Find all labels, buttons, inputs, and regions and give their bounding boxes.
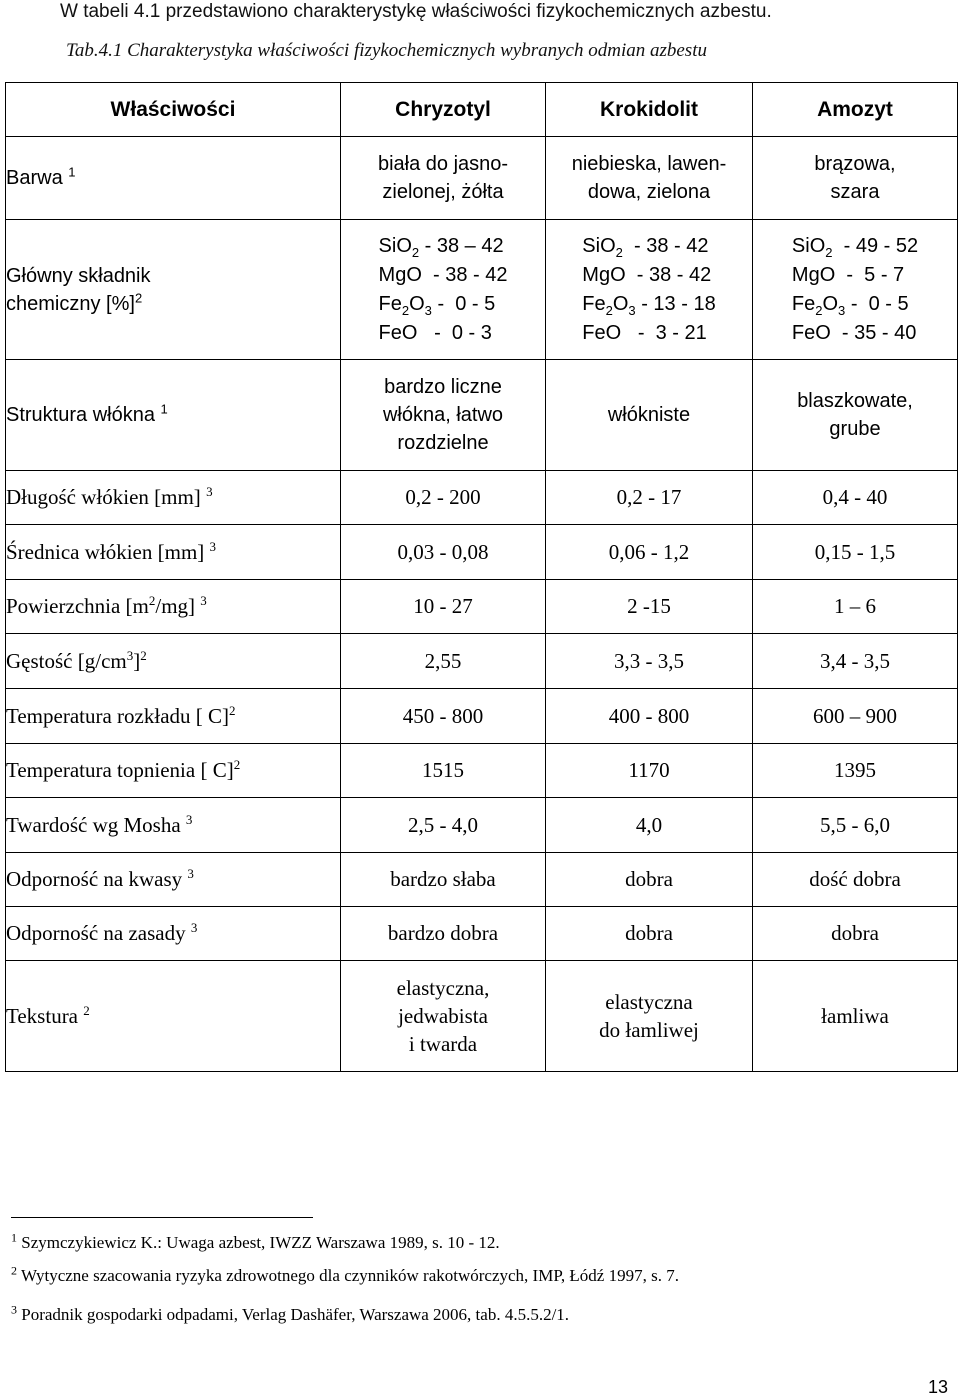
row-label: Twardość wg Mosha $^3$ xyxy=(6,798,341,853)
cell-krokidolit: 0,06 - 1,2 xyxy=(546,525,753,580)
cell-chryzotyl: elastyczna, jedwabista i twarda xyxy=(341,961,546,1072)
cell-chryzotyl: biała do jasno- zielonej, żółta xyxy=(341,137,546,220)
row-zasady xyxy=(6,907,958,961)
table-caption: Tab.4.1 Charakterystyka właściwości fizykochemicznych wybranych odmian azbestu xyxy=(66,40,707,61)
cell-amozyt: blaszkowate, grube xyxy=(753,360,958,471)
cell-chryzotyl: 0,03 - 0,08 xyxy=(341,525,546,580)
cell-amozyt: dość dobra xyxy=(753,853,958,907)
cell-chryzotyl: 1515 xyxy=(341,744,546,798)
cell-krokidolit: niebieska, lawen- dowa, zielona xyxy=(546,137,753,220)
row-label: Gęstość $[g/cm^3]^2$ xyxy=(6,634,341,689)
properties-table xyxy=(5,82,958,1072)
cell-chryzotyl: 2,5 - 4,0 xyxy=(341,798,546,853)
cell-amozyt: SiO$_2$ - 49 - 52 MgO - 5 - 7 $Fe_2O_3 - 0 - 5$ FeO - 35 - 40 xyxy=(753,220,958,360)
cell-amozyt: dobra xyxy=(753,907,958,961)
cell-amozyt: 3,4 - 3,5 xyxy=(753,634,958,689)
header-krokidolit: Krokidolit xyxy=(546,83,753,137)
cell-chryzotyl: bardzo liczne włókna, łatwo rozdzielne xyxy=(341,360,546,471)
row-barwa xyxy=(6,137,958,220)
footnote-1: $^1$ Szymczykiewicz K.: Uwaga azbest, IWZZ Warszawa 1989, s. 10 - 12. xyxy=(11,1230,500,1252)
cell-krokidolit: SiO$_2$ - 38 - 42 MgO - 38 - 42 $Fe_2O_3 - 13 - 18$ FeO - 3 - 21 xyxy=(546,220,753,360)
cell-chryzotyl: bardzo dobra xyxy=(341,907,546,961)
cell-krokidolit: 1170 xyxy=(546,744,753,798)
cell-amozyt: 0,15 - 1,5 xyxy=(753,525,958,580)
row-srednica xyxy=(6,525,958,580)
cell-chryzotyl: SiO$_2$ - 38 – 42 MgO - 38 - 42 $Fe_2O_3 - 0 - 5$ FeO - 0 - 3 xyxy=(341,220,546,360)
cell-krokidolit: 0,2 - 17 xyxy=(546,471,753,525)
row-label: Odporność na kwasy $^3$ xyxy=(6,853,341,907)
cell-amozyt: 1 – 6 xyxy=(753,580,958,634)
header-chryzotyl: Chryzotyl xyxy=(341,83,546,137)
row-label: Temperatura rozkładu [ C]$^2$ xyxy=(6,689,341,744)
cell-krokidolit: 4,0 xyxy=(546,798,753,853)
cell-chryzotyl: 2,55 xyxy=(341,634,546,689)
row-label: Tekstura $^2$ xyxy=(6,961,341,1072)
cell-amozyt: brązowa, szara xyxy=(753,137,958,220)
cell-chryzotyl: 0,2 - 200 xyxy=(341,471,546,525)
row-label: Odporność na zasady $^3$ xyxy=(6,907,341,961)
cell-krokidolit: elastyczna do łamliwej xyxy=(546,961,753,1072)
row-label: Średnica włókien [mm] $^3$ xyxy=(6,525,341,580)
row-label: Barwa $^1$ xyxy=(6,137,341,220)
row-twardosc xyxy=(6,798,958,853)
intro-text: W tabeli 4.1 przedstawiono charakterystykę właściwości fizykochemicznych azbestu. xyxy=(60,1,772,22)
row-label: Długość włókien [mm] $^3$ xyxy=(6,471,341,525)
header-properties: Właściwości xyxy=(6,83,341,137)
cell-amozyt: 0,4 - 40 xyxy=(753,471,958,525)
page-number: 13 xyxy=(927,1377,948,1397)
row-topnienie xyxy=(6,744,958,798)
cell-krokidolit: włókniste xyxy=(546,360,753,471)
footnote-divider xyxy=(11,1217,313,1218)
cell-krokidolit: dobra xyxy=(546,907,753,961)
header-amozyt: Amozyt xyxy=(753,83,958,137)
cell-chryzotyl: bardzo słaba xyxy=(341,853,546,907)
cell-chryzotyl: 10 - 27 xyxy=(341,580,546,634)
cell-amozyt: 1395 xyxy=(753,744,958,798)
cell-krokidolit: 400 - 800 xyxy=(546,689,753,744)
row-struktura xyxy=(6,360,958,471)
row-sklad xyxy=(6,220,958,360)
header-row xyxy=(6,83,958,137)
cell-chryzotyl: 450 - 800 xyxy=(341,689,546,744)
cell-krokidolit: 2 -15 xyxy=(546,580,753,634)
row-label: Powierzchnia $[m^2/mg]$ $^3$ xyxy=(6,580,341,634)
cell-krokidolit: dobra xyxy=(546,853,753,907)
cell-amozyt: 600 – 900 xyxy=(753,689,958,744)
row-powierzchnia xyxy=(6,580,958,634)
row-rozklad xyxy=(6,689,958,744)
cell-krokidolit: 3,3 - 3,5 xyxy=(546,634,753,689)
row-label: Temperatura topnienia [ C]$^2$ xyxy=(6,744,341,798)
footnote-2: $^2$ Wytyczne szacowania ryzyka zdrowotnego dla czynników rakotwórczych, IMP, Łódź 1997, s. 7. xyxy=(11,1263,679,1285)
cell-amozyt: łamliwa xyxy=(753,961,958,1072)
row-tekstura xyxy=(6,961,958,1072)
row-kwasy xyxy=(6,853,958,907)
row-gestosc xyxy=(6,634,958,689)
row-dlugosc xyxy=(6,471,958,525)
footnote-3: $^3$ Poradnik gospodarki odpadami, Verlag Dashäfer, Warszawa 2006, tab. 4.5.5.2/1. xyxy=(11,1302,570,1324)
row-label: Główny składnik chemiczny [%]$^2$ xyxy=(6,220,341,360)
cell-amozyt: 5,5 - 6,0 xyxy=(753,798,958,853)
row-label: Struktura włókna $^1$ xyxy=(6,360,341,471)
